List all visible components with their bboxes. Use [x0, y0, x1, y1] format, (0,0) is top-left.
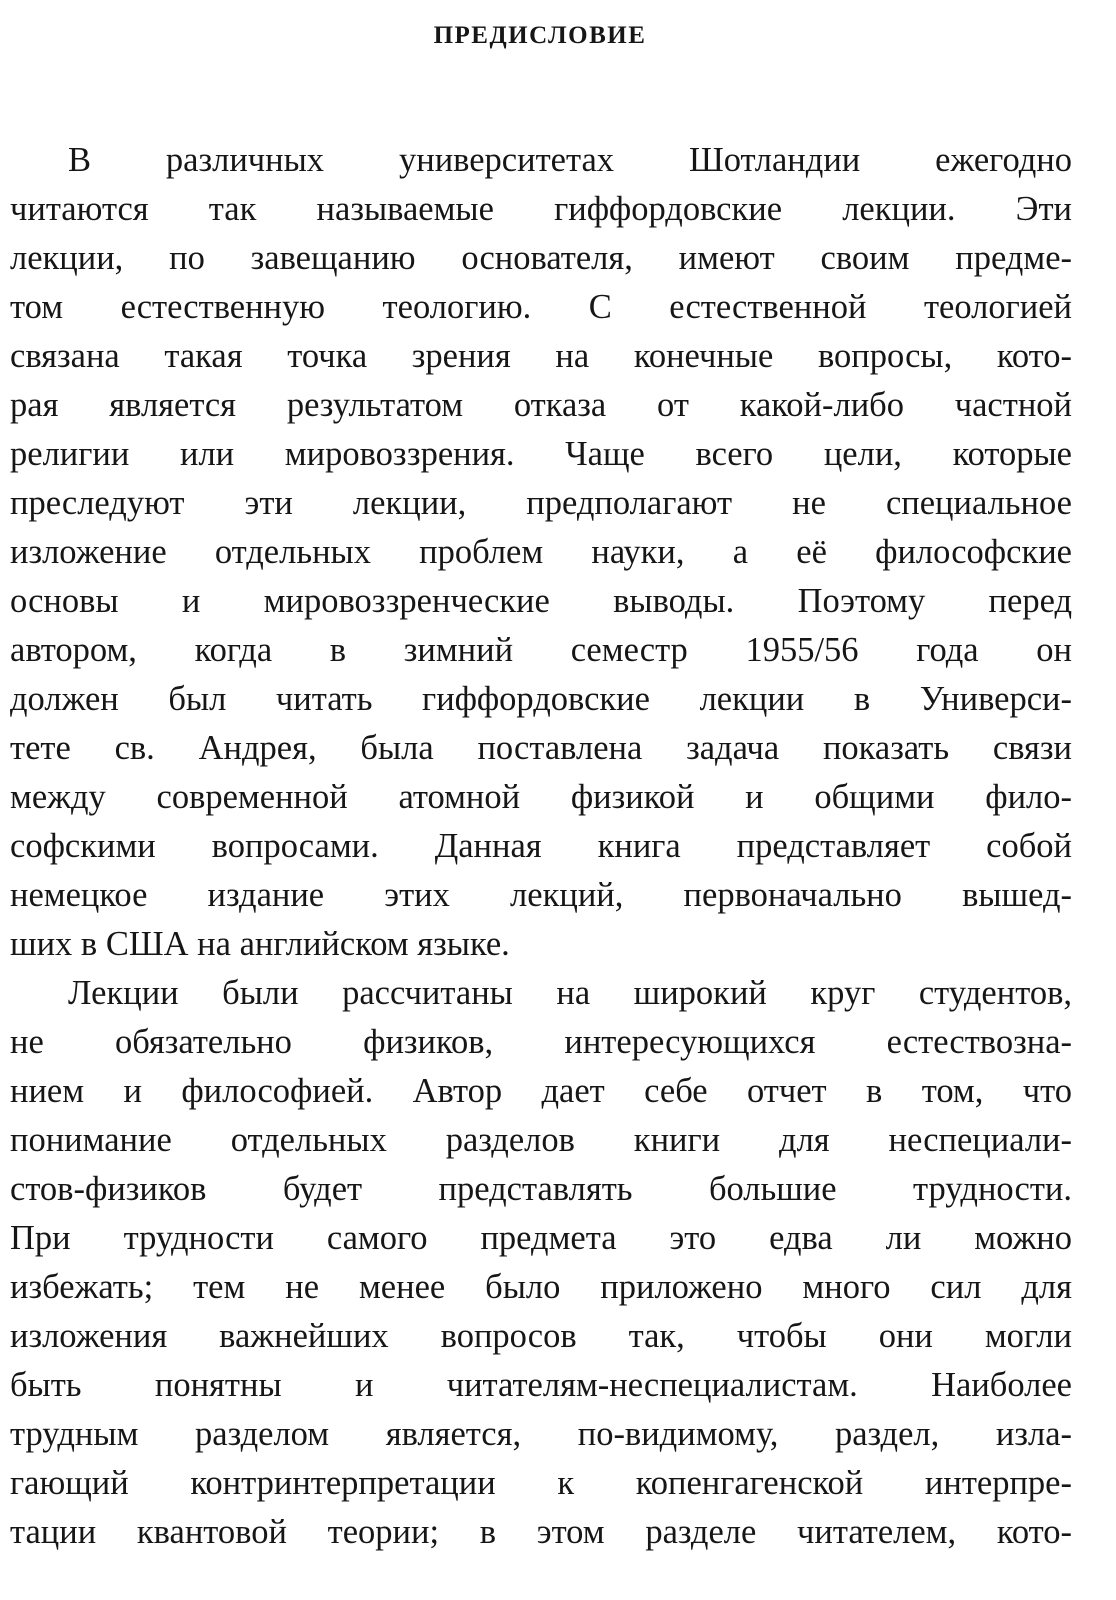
- text-line: гающий контринтерпретации к копенгагенской интерпре-: [10, 1464, 1072, 1502]
- text-line: При трудности самого предмета это едва ли можно: [10, 1219, 1072, 1257]
- text-line: понимание отдельных разделов книги для неспециали-: [10, 1121, 1072, 1159]
- text-line: быть понятны и читателям-неспециалистам. Наиболее: [10, 1366, 1072, 1404]
- text-line: ших в США на английском языке.: [10, 925, 510, 963]
- text-line: рая является результатом отказа от какой-либо частной: [10, 386, 1072, 424]
- text-line: софскими вопросами. Данная книга представляет собой: [10, 827, 1072, 865]
- text-line: религии или мировоззрения. Чаще всего цели, которые: [10, 435, 1072, 473]
- text-line: между современной атомной физикой и общими фило-: [10, 778, 1072, 816]
- text-line: том естественную теологию. С естественной теологией: [10, 288, 1072, 326]
- text-line: лекции, по завещанию основателя, имеют своим предме-: [10, 239, 1072, 277]
- text-line: связана такая точка зрения на конечные вопросы, кото-: [10, 337, 1072, 375]
- page-title: ПРЕДИСЛОВИЕ: [433, 22, 647, 49]
- text-line: преследуют эти лекции, предполагают не специальное: [10, 484, 1072, 522]
- text-line: Лекции были рассчитаны на широкий круг студентов,: [68, 974, 1072, 1012]
- text-line: изложения важнейших вопросов так, чтобы они могли: [10, 1317, 1072, 1355]
- text-line: немецкое издание этих лекций, первоначально вышед-: [10, 876, 1072, 914]
- text-line: избежать; тем не менее было приложено много сил для: [10, 1268, 1072, 1306]
- text-line: изложение отдельных проблем науки, а её философские: [10, 533, 1072, 571]
- text-line: нием и философией. Автор дает себе отчет в том, что: [10, 1072, 1072, 1110]
- text-line: не обязательно физиков, интересующихся естествозна-: [10, 1023, 1072, 1061]
- text-line: читаются так называемые гиффордовские лекции. Эти: [10, 190, 1072, 228]
- text-line: трудным разделом является, по-видимому, раздел, изла-: [10, 1415, 1072, 1453]
- text-line: автором, когда в зимний семестр 1955/56 года он: [10, 631, 1072, 669]
- text-line: должен был читать гиффордовские лекции в Универси-: [10, 680, 1072, 718]
- text-line: В различных университетах Шотландии ежегодно: [68, 141, 1072, 179]
- text-line: стов-физиков будет представлять большие трудности.: [10, 1170, 1072, 1208]
- preface-text: [10, 136, 1072, 1557]
- text-line: тации квантовой теории; в этом разделе читателем, кото-: [10, 1513, 1072, 1551]
- text-line: основы и мировоззренческие выводы. Поэтому перед: [10, 582, 1072, 620]
- text-line: тете св. Андрея, была поставлена задача показать связи: [10, 729, 1072, 767]
